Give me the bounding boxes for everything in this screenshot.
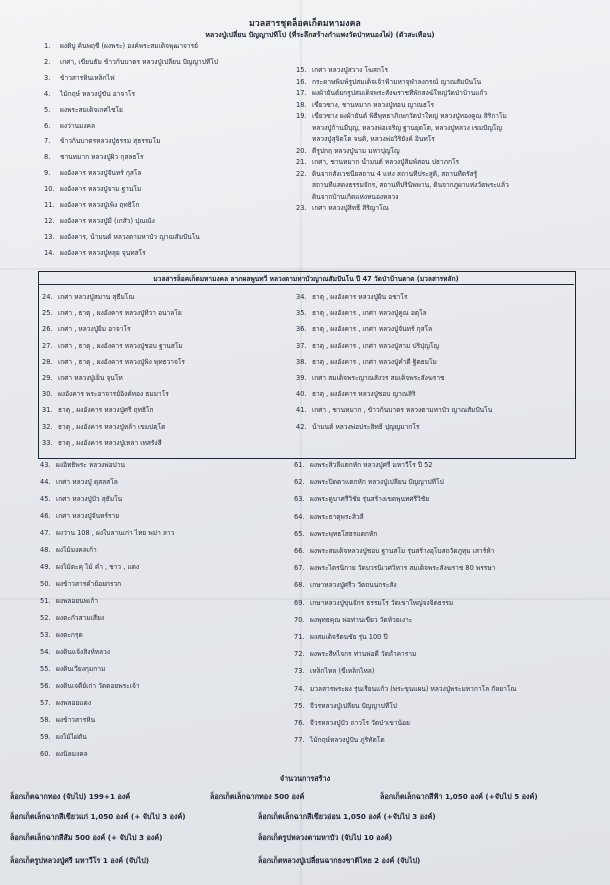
item-number: 37.: [296, 341, 307, 350]
item-number: 64.: [294, 512, 305, 521]
item-number: 15.: [296, 66, 307, 74]
material-item: [296, 342, 572, 350]
item-text: ผงตะกรุด: [56, 631, 83, 639]
item-text: ผงอังคาร พระอาจารย์อิงค์ทอง ธมมาโร: [58, 390, 169, 399]
material-item: [40, 699, 290, 707]
item-text: เกศา สมเด็จพระญาณสังวร สมเด็จพระสังฆราช: [312, 374, 445, 382]
item-text: ผงดินเจดีย์เก่า วัดดอยพระเจ้า: [56, 682, 140, 690]
item-number: 42.: [296, 422, 307, 431]
item-number: 75.: [294, 701, 305, 710]
item-number: 76.: [294, 719, 305, 727]
item-text: ผงพระธาตุพระสิวลี: [310, 512, 364, 521]
item-number: 49.: [40, 563, 51, 571]
material-item: [296, 309, 572, 317]
material-item: [40, 580, 290, 588]
material-item: [294, 461, 606, 469]
material-item: [296, 78, 596, 86]
item-number: 41.: [296, 406, 307, 415]
material-item: [296, 293, 572, 301]
material-item: [40, 665, 290, 673]
item-text: ผงอังคาร หลวงปู่มี (เกสัว) ปุณณัง: [60, 216, 155, 225]
material-item: [294, 513, 606, 521]
item-text: เกศา หลวงปู่สวาง โฆสกโร: [312, 66, 389, 74]
material-item: [40, 563, 290, 571]
item-text: ผงดินเวียงกุมกาม: [56, 665, 106, 673]
item-text: เกศา หลวงปู่เย็น จุนโท: [58, 374, 123, 382]
material-item: [40, 648, 290, 656]
item-number: 71.: [294, 633, 305, 641]
material-item: [296, 66, 596, 74]
item-text: เกศา หลวงปู่สิทธิ์ สิริญาโณ: [312, 204, 389, 212]
production-count-title: จำนวนการสร้าง: [279, 774, 331, 783]
material-item: [294, 633, 606, 641]
item-number: 36.: [296, 325, 307, 334]
item-text: ผงพลอยแดง: [56, 699, 92, 707]
item-number: 43.: [40, 461, 51, 469]
material-item: [40, 716, 290, 724]
material-item: [40, 495, 290, 503]
item-text: เกศา, เขียนธัม ข้าวก้นบาตร หลวงปู่เปลี่ยน ปัญญาปทีโป: [60, 57, 218, 66]
item-number: 39.: [296, 374, 307, 382]
material-item: [40, 478, 290, 486]
material-item: [42, 293, 292, 301]
material-item: [294, 667, 606, 675]
material-item: [40, 750, 290, 758]
item-number: 5.: [44, 105, 51, 114]
item-text: เกศา, ชานหมาก น้ำมนต์ หลวงปู่สิมพ์สอน ปธาภกโร: [312, 158, 460, 166]
item-text: ธาตุ , ผงอังคาร , เกศา หลวงปู่สาม ปริปุญโญ: [312, 341, 440, 350]
item-text: ธาตุ , ผงอังคาร หลวงปู่ศรี ฤทธิโก: [58, 406, 154, 415]
item-text: ชานหมาก หลวงปู่ผิว กุสลธโร: [60, 153, 144, 162]
item-number: 74.: [294, 684, 305, 693]
item-text: เกษาหลวงปู่ศรีว วัดถนนกระสัง: [310, 581, 397, 590]
production-count-item: ล็อกเก็ตรูปหลวงปู่ศรี มหาวีโร 1 องค์ (จับไป): [10, 856, 150, 865]
material-item: [296, 325, 572, 333]
item-number: 33.: [42, 438, 53, 447]
material-item: [40, 512, 290, 520]
item-number: 10.: [44, 185, 55, 194]
item-text: ธาตุ , ผงอังคาร , เกศา หลวงปู่จันทร์ กุสโล: [312, 325, 433, 334]
item-number: 21.: [296, 158, 307, 166]
item-text: หลวงปู่สุจิตโต จนดิ, หลวงพ่อวิริยังค์ อินทโร: [312, 135, 435, 143]
item-number: 20.: [296, 146, 307, 155]
item-text: ผงอังคาร หลวงปู่จาม ฐานโม: [60, 185, 142, 194]
material-item: [296, 406, 572, 414]
item-text: ตีรูปกฤ หลวงปู่นาม มหาปุญโญ: [312, 146, 400, 155]
material-item: [44, 169, 294, 177]
item-number: 52.: [40, 614, 51, 622]
material-item: [44, 122, 294, 130]
item-text: ดินจากสังเวชนียสถาน 4 แห่ง สถานที่ประสูติ, สถานที่ตรัสรู้: [312, 169, 478, 178]
material-item: [296, 390, 572, 398]
item-number: 35.: [296, 309, 307, 318]
material-item: [44, 185, 294, 193]
item-text: ผงอังคาร หลวงปู่เพ็ง ฤทธิโก: [60, 201, 140, 209]
main-materials-title: มวลสารล็อคเก็ตมหามงคล ลาภผลพูนทวี หลวงตามหาบัวญาณสัมปันโน ปี 47 วัดป่าบ้านตาด (มวลสารหลัก): [153, 275, 459, 283]
item-number: 73.: [294, 667, 305, 676]
item-text: เกศา , ชานหมาก , ข้าวก้นบาตร หลวงตามหาบัว ญาณสัมปันโน: [312, 406, 493, 415]
item-text: ผงพุทธคุณ พ่อท่านเขียว วัดห้วยเงาะ: [310, 615, 413, 624]
item-number: 26.: [42, 325, 53, 334]
material-item: [296, 193, 596, 201]
item-text: ผงว่านมงคล: [60, 121, 96, 130]
item-text: เกศา หลวงปู่สมาน สุธีมโณ: [58, 293, 135, 301]
item-number: 60.: [40, 750, 51, 758]
material-item: [296, 124, 596, 132]
item-text: เหล็กไหล (ขี้เหล็กไหล): [310, 667, 375, 676]
material-item: [44, 106, 294, 114]
item-text: หลวงปู่ก้านมีบุญ, หลวงพ่อเจริญ ฐานยุตโต, หลวงปู่หลวง เขมปัญโญ: [312, 123, 503, 132]
item-number: 6.: [44, 121, 51, 130]
production-count-item: ล็อกเก็ตเล็กฉากสีส้ม 500 องค์ (+ จับไป 3 องค์): [10, 833, 163, 842]
item-text: จีวรหลวงปู่เปลี่ยน ปัญญาปทีโป: [310, 701, 397, 710]
material-item: [44, 42, 294, 50]
production-count-item: ล็อกเก็ตฉากทอง (จับไป) 199+1 องค์: [10, 792, 131, 801]
material-item: [42, 358, 292, 366]
item-number: 34.: [296, 293, 307, 301]
item-number: 65.: [294, 529, 305, 538]
item-number: 55.: [40, 665, 51, 673]
material-item: [294, 650, 606, 658]
item-number: 46.: [40, 512, 51, 520]
item-number: 11.: [44, 201, 55, 209]
material-item: [296, 374, 572, 382]
item-number: 38.: [296, 357, 307, 366]
item-text: เกศา หลวงปู่บัว สุธัมโน: [56, 495, 123, 503]
material-item: [294, 599, 606, 607]
item-number: 8.: [44, 153, 51, 162]
item-text: ผงนิลมงคล: [56, 750, 88, 758]
material-item: [294, 564, 606, 572]
material-item: [42, 423, 292, 431]
item-number: 57.: [40, 699, 51, 707]
item-text: เกษาหลวงปู่ขุนจักร ธรรมโร วัดเขาใหญ่จงจิตธรรม: [310, 598, 454, 607]
material-item: [296, 135, 596, 143]
item-text: เกศา , ธาตุ , ผงอังคาร หลวงปู่ชอบ ฐานสโม: [58, 341, 183, 350]
production-count-item: ล็อกเก็ตเล็กฉากทอง 500 องค์: [210, 792, 305, 801]
item-number: 66.: [294, 547, 305, 555]
item-number: 3.: [44, 73, 51, 82]
item-number: 63.: [294, 495, 305, 504]
material-item: [294, 616, 606, 624]
material-item: [294, 495, 606, 503]
item-number: 17.: [296, 89, 307, 97]
item-text: มวลสารพระผง รุ่นเรียนแก้ว (พระขุนแผน) หลวงปู่พระมหากาโล กัลยาโณ: [310, 684, 517, 693]
item-text: ธาตุ , ผงอังคาร หลวงปู่เหลา เทสรังสี: [58, 438, 162, 447]
item-number: 40.: [296, 390, 307, 399]
item-text: ผงพระไตรนิกาย วัดบวรนิเวศวิหาร สมเด็จพระสังฆราช 80 พรรษา: [310, 564, 496, 573]
production-count-item: ล็อกเก็ตหลวงปู่เปลี่ยนฉากธงชาติไทย 2 องค์ (จับไป): [258, 856, 421, 865]
item-text: สถานที่แสดงธรรมจักร, สถานที่ปรินิพพาน, ดินจากภูผาแห่งวัดพระแล้ว: [312, 181, 509, 189]
material-item: [44, 249, 294, 257]
item-text: ผงพระสมเด็จเกศไชโย: [60, 105, 123, 114]
item-number: 44.: [40, 478, 51, 486]
material-item: [44, 233, 294, 241]
item-text: ธาตุ , ผงอังคาร หลวงปู่ฝั้น อชาโร: [312, 293, 408, 301]
item-text: ผงพลอยนพเก้า: [56, 597, 99, 605]
material-item: [44, 201, 294, 209]
item-number: 67.: [294, 564, 305, 573]
document-title: มวลสารชุดล็อคเก็ตมหามงคล: [249, 19, 361, 29]
item-text: ธาตุ , ผงอังคาร , เกศา หลวงปู่คูณ อตุโล: [312, 309, 427, 318]
item-text: เกศา , ธาตุ , ผงอังคาร หลวงปู่ทิวา อนาลโย: [58, 309, 182, 318]
material-item: [40, 631, 290, 639]
item-number: 9.: [44, 169, 51, 178]
material-item: [296, 170, 596, 178]
production-count-item: ล็อกเก็ตเล็กฉากสีฟ้า 1,050 องค์ (+จับไป 5 องค์): [380, 792, 538, 801]
item-number: 23.: [296, 204, 307, 212]
item-text: ผงอังคาร, น้ำมนต์ หลวงตามหาบัว ญาณสัมปันโน: [60, 232, 200, 241]
item-text: ผงดิบู ค้นพฤชี (ผงพระ) องค์พระสมเด็จพุฒาจารย์: [60, 42, 198, 50]
item-text: ผงผ้ายันต์ยกรูปสมเด็จพระสังฆราชที่พักสงฆ์ใหญ่วัดป่าบ้านแก้ว: [312, 89, 488, 97]
material-item: [40, 614, 290, 622]
item-number: 14.: [44, 248, 55, 257]
item-number: 56.: [40, 682, 51, 690]
item-text: ผงข้าวสารหิน: [56, 716, 96, 724]
material-item: [296, 204, 596, 212]
material-item: [294, 581, 606, 589]
item-text: ผงสมเด็จรัตนชัย รุ่น 100 ปี: [310, 633, 388, 641]
item-text: ผงอิทธิพระ หลวงพ่อปาน: [56, 461, 125, 469]
item-number: 70.: [294, 615, 305, 624]
item-text: เกศา หลวงปู่จันทร์ราย: [56, 512, 120, 520]
fold-crease: [0, 268, 610, 270]
item-text: กระดาษพิมพ์รูปสมเด็จเจ้าฟ้ามหาจุฬาลงกรณ์ ญาณสัมปันโน: [312, 77, 482, 86]
material-item: [294, 478, 606, 486]
material-item: [296, 147, 596, 155]
item-number: 54.: [40, 648, 51, 656]
item-number: 50.: [40, 580, 51, 588]
material-item: [44, 153, 294, 161]
material-item: [42, 439, 292, 447]
item-number: 2.: [44, 57, 51, 66]
item-number: 24.: [42, 293, 53, 301]
item-number: 16.: [296, 77, 307, 86]
production-count-item: ล็อกเก็ตเล็กฉากสีเขียวแก่ 1,050 องค์ (+ จับไป 3 องค์): [10, 812, 186, 821]
item-text: ธาตุ , ผงอังคาร หลวงปู่ชอบ ญาณสิริ: [312, 390, 416, 399]
item-text: เกศา หลวงปู่ ดุสลสโล: [56, 478, 118, 486]
material-item: [296, 181, 596, 189]
item-number: 32.: [42, 422, 53, 431]
item-text: ไม้กฤษ์ หลวงปู่ขัน อาจาโร: [60, 89, 136, 98]
item-number: 19.: [296, 112, 307, 120]
item-text: ผงพระปิดตาแตกหัก หลวงปู่เปลี่ยน ปัญญาปทีโป: [310, 478, 444, 487]
material-item: [294, 547, 606, 555]
item-number: 25.: [42, 309, 53, 318]
material-item: [40, 597, 290, 605]
material-item: [296, 358, 572, 366]
item-text: ข้าวสารหินเหล็กไฟ: [60, 73, 115, 82]
material-item: [294, 530, 606, 538]
item-number: 30.: [42, 390, 53, 399]
material-item: [44, 74, 294, 82]
item-text: ข้าวก้นบาตรหลวงปู่ธรรม สุธรรมโม: [60, 137, 161, 146]
document-subtitle: หลวงปู่เปลี่ยน ปัญญาปทีโป (ที่ระลึกสร้างกำแพงวัดป่าหนองไผ่) (ตัวสะเทือน): [205, 31, 435, 39]
item-text: เขี้ยวซาง ผงผ้ายันต์ พิธีพุทธาภิเษกวัดป่าใหญ่ หลวงปู่ทองคูณ สิริกาโม: [312, 112, 507, 120]
item-text: ธาตุ , ผงอังคาร , เกศา หลวงปู่คำดี ฐิตธมโม: [312, 357, 437, 366]
item-text: เกศา , หลวงปู่ยิ้ม อาจาโร: [58, 325, 131, 334]
material-item: [40, 461, 290, 469]
item-text: ผงไม้ไผ่ตัน: [56, 733, 87, 741]
item-text: ผงตะกั่วสามเสียง: [56, 614, 105, 622]
material-item: [40, 529, 290, 537]
material-item: [42, 325, 292, 333]
item-number: 72.: [294, 650, 305, 659]
item-number: 12.: [44, 216, 55, 225]
item-number: 53.: [40, 631, 51, 639]
item-number: 27.: [42, 341, 53, 350]
item-number: 59.: [40, 733, 51, 741]
item-number: 69.: [294, 598, 305, 607]
item-number: 22.: [296, 169, 307, 178]
item-number: 1.: [44, 42, 51, 50]
item-text: ผงดินแจ้งสิงห์หลวง: [56, 648, 111, 656]
item-text: ผงว่าน 108 , ผงใบลานเก่า ไทย พม่า ลาว: [56, 529, 175, 537]
item-text: ผงพระสิวลีแตกหัก หลวงปู่ศรี มหาวีโร ปี 52: [310, 461, 433, 469]
item-number: 13.: [44, 232, 55, 241]
material-item: [44, 217, 294, 225]
material-item: [294, 719, 606, 727]
item-number: 29.: [42, 374, 53, 382]
material-item: [44, 90, 294, 98]
item-number: 51.: [40, 597, 51, 605]
item-number: 62.: [294, 478, 305, 487]
item-text: ผงไม้ตะคุ ไม้ คำ , ชาว , แดง: [56, 563, 140, 571]
item-text: ผงข้าวสารดำย้อยกรวก: [56, 580, 122, 588]
item-number: 47.: [40, 529, 51, 537]
item-number: 45.: [40, 495, 51, 503]
item-text: น้ำมนต์ หลวงพ่อประสิทธิ์ ปุญญมากโร: [312, 422, 420, 431]
item-text: ไม้กฤษ์หลวงปู่ปั่น ภูริทัตโต: [310, 736, 385, 745]
material-item: [294, 702, 606, 710]
item-text: ผงอังคาร หลวงปู่หลุย จุนทสโร: [60, 248, 146, 257]
item-number: 58.: [40, 716, 51, 724]
material-item: [296, 158, 596, 166]
material-item: [296, 89, 596, 97]
item-number: 61.: [294, 461, 305, 469]
item-number: 77.: [294, 736, 305, 745]
material-item: [42, 406, 292, 414]
item-number: 4.: [44, 89, 51, 98]
material-item: [40, 733, 290, 741]
box-divider: [38, 284, 574, 285]
production-count-item: ล็อกเก็ตรูปหลวงตามหาบัว (จับไป 10 องค์): [258, 833, 393, 842]
material-item: [40, 546, 290, 554]
item-number: 18.: [296, 100, 307, 109]
item-text: จีวรหลวงปู่บัว ถาวโร วัดป่าเขาน้อย: [310, 719, 410, 727]
material-item: [294, 736, 606, 744]
item-text: ผงพระดูบาศรีวิชัย รุ่นสร้างเขตพุนทศรีวิชัย: [310, 495, 430, 504]
item-text: ดินจากบ้านเกิดแห่งหนองหลวง: [312, 192, 399, 201]
material-item: [44, 137, 294, 145]
material-item: [40, 682, 290, 690]
item-number: 68.: [294, 581, 305, 590]
material-item: [296, 101, 596, 109]
item-text: ผงพระสีหไจกร ท่านพ่อดี วัดถ้ำคาราม: [310, 650, 417, 659]
item-text: ผงอังคาร หลวงปู่จันทร์ กุสโล: [60, 169, 142, 178]
item-text: ผงพระพุทธโสธรแตกหัก: [310, 529, 378, 538]
item-number: 31.: [42, 406, 53, 415]
item-number: 7.: [44, 137, 51, 146]
material-item: [42, 342, 292, 350]
item-text: ผงไม้มงคลเก้า: [56, 546, 97, 554]
material-item: [296, 112, 596, 120]
item-number: 28.: [42, 357, 53, 366]
production-count-item: ล็อกเก็ตเล็กฉากสีเขียวอ่อน 1,050 องค์ (+จับไป 3 องค์): [258, 812, 436, 821]
material-item: [42, 374, 292, 382]
item-text: เขี้ยวซาง, ชานหมาก หลวงปู่ทอน ญาณธโร: [312, 100, 435, 109]
material-item: [42, 309, 292, 317]
item-number: 48.: [40, 546, 51, 554]
item-text: ธาตุ , ผงอังคาร หลวงปู่หล้า เขมปตฺโต: [58, 422, 166, 431]
material-item: [44, 58, 294, 66]
item-text: ผงพระสมเด็จหลวงปู่ชอบ ฐานสโม รุ่นสร้างอุโบสถวัดภูทุม เสาร์ห้า: [310, 547, 495, 555]
material-item: [42, 390, 292, 398]
material-item: [296, 423, 572, 431]
item-text: เกศา , ธาตุ , ผงอังคาร หลวงปู่พิง พุทธวาจโร: [58, 357, 185, 366]
material-item: [294, 685, 606, 693]
